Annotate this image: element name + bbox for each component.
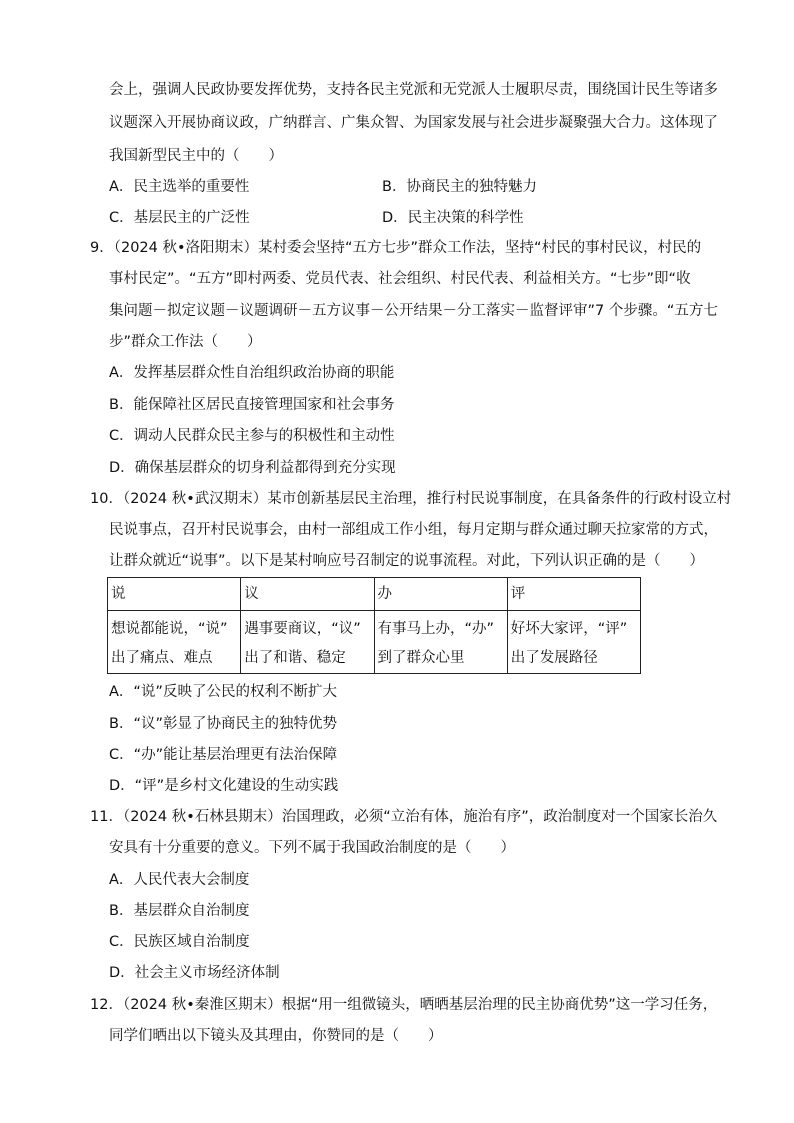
q10-stem-line-3: 让群众就近“说事”。以下是某村响应号召制定的说事流程。对此，下列认识正确的是（ ）: [109, 553, 705, 569]
table-cell-line-1: 遇事要商议，“议”: [244, 621, 361, 637]
q8-stem-line-2: 议题深入开展协商议政，广纳群言、广集众智、为国家发展与社会进步凝聚强大合力。这体现了: [109, 115, 718, 131]
q9-option-b[interactable]: B．能保障社区居民直接管理国家和社会事务: [109, 397, 395, 413]
q11-stem-line-2: 安具有十分重要的意义。下列不属于我国政治制度的是（ ）: [109, 840, 515, 856]
table-cell: [108, 611, 241, 674]
table-cell: [507, 611, 640, 674]
speak-process-table: [107, 577, 641, 674]
q10-option-b[interactable]: B．“议”彰显了协商民主的独特优势: [109, 716, 337, 732]
q9-option-d[interactable]: D．确保基层群众的切身利益都得到充分实现: [109, 460, 396, 476]
q10-stem-line-1: 10．（2024 秋•武汉期末）某市创新基层民主治理，推行村民说事制度，在具备条件的行政村设立村: [90, 491, 732, 507]
q9-option-c[interactable]: C．调动人民群众民主参与的积极性和主动性: [109, 428, 395, 444]
table-cell-line-1: 好坏大家评，“评”: [510, 621, 628, 637]
table-cell-line-2: 出了和谐、稳定: [244, 650, 346, 666]
q9-stem-line-4: 步”群众工作法（ ）: [109, 334, 262, 350]
q8-option-a[interactable]: A．民主选举的重要性: [109, 179, 250, 195]
q8-option-d[interactable]: D．民主决策的科学性: [382, 210, 524, 226]
q12-stem-line-1: 12．（2024 秋•秦淮区期末）根据“用一组微镜头，晒晒基层治理的民主协商优势”这一学习任务，: [90, 997, 718, 1013]
table-cell-line-2: 到了群众心里: [377, 650, 465, 666]
table-row: [108, 611, 641, 674]
q11-option-a[interactable]: A．人民代表大会制度: [109, 872, 250, 888]
table-header-cell: 评: [507, 578, 640, 611]
table-header-cell: 办: [374, 578, 507, 611]
q9-stem-line-1: 9．（2024 秋•洛阳期末）某村委会坚持“五方七步”群众工作法，坚持“村民的事村民议，村民的: [90, 240, 702, 256]
q8-stem-line-1: 会上，强调人民政协要发挥优势，支持各民主党派和无党派人士履职尽责，围绕国计民生等诸多: [109, 82, 718, 98]
q10-stem-line-2: 民说事点，召开村民说事会，由村一部组成工作小组，每月定期与群众通过聊天拉家常的方式，: [109, 522, 718, 538]
q8-option-c[interactable]: C．基层民主的广泛性: [109, 210, 250, 226]
table-cell-line-1: 想说都能说，“说”: [111, 621, 228, 637]
q12-stem-line-2: 同学们晒出以下镜头及其理由，你赞同的是（ ）: [109, 1028, 443, 1044]
table-cell: [374, 611, 507, 674]
q11-stem-line-1: 11．（2024 秋•石林县期末）治国理政，必须“立治有体，施治有序”，政治制度对一个国家长治久: [90, 809, 718, 825]
table-cell: [241, 611, 374, 674]
q11-option-b[interactable]: B．基层群众自治制度: [109, 903, 250, 919]
table-cell-line-2: 出了痛点、难点: [111, 650, 213, 666]
q8-stem-line-3: 我国新型民主中的（ ）: [109, 148, 283, 164]
table-header-cell: 说: [108, 578, 241, 611]
table-cell-line-1: 有事马上办，“办”: [377, 621, 495, 637]
q10-option-a[interactable]: A．“说”反映了公民的权利不断扩大: [109, 684, 337, 700]
table-header-cell: 议: [241, 578, 374, 611]
q10-option-c[interactable]: C．“办”能让基层治理更有法治保障: [109, 747, 338, 763]
q10-option-d[interactable]: D．“评”是乡村文化建设的生动实践: [109, 778, 339, 794]
table-cell-line-2: 出了发展路径: [510, 650, 598, 666]
table-header-row: [108, 578, 641, 611]
q11-option-d[interactable]: D．社会主义市场经济体制: [109, 965, 280, 981]
q9-stem-line-3: 集问题－拟定议题－议题调研－五方议事－公开结果－分工落实－监督评审”7 个步骤。“五方七: [109, 303, 718, 319]
q9-option-a[interactable]: A．发挥基层群众性自治组织政治协商的职能: [109, 365, 395, 381]
q9-stem-line-2: 事村民定”。“五方”即村两委、党员代表、社会组织、村民代表、利益相关方。“七步”即“收: [109, 271, 691, 287]
q8-option-b[interactable]: B．协商民主的独特魅力: [382, 179, 537, 195]
q11-option-c[interactable]: C．民族区域自治制度: [109, 934, 250, 950]
